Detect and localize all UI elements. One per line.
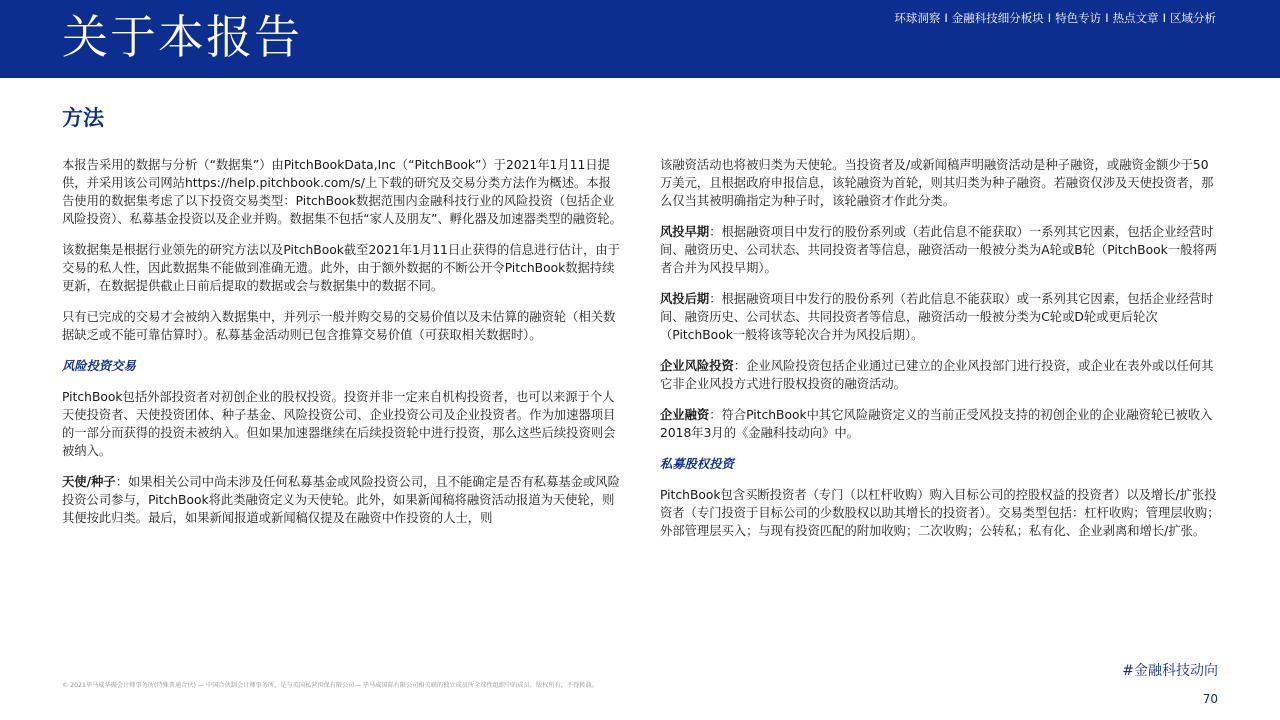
- term-label: 企业风险投资: [660, 359, 734, 373]
- nav-item-fintech-segments[interactable]: 金融科技细分板块: [951, 11, 1044, 25]
- page-number: 70: [1202, 692, 1218, 706]
- paragraph: 该融资活动也将被归类为天使轮。当投资者及/或新闻稿声明融资活动是种子融资，或融资金额少于50万美元，且根据政府申报信息，该轮融资为首轮，则其归类为种子融资。若融资仅涉及天使投资者，那么仅当其被明确指定为种子时，该轮融资才作此分类。: [660, 158, 1214, 208]
- nav-separator: I: [1162, 11, 1166, 25]
- term-label: 风投后期: [660, 292, 710, 306]
- subheading-vc-deals: 风险投资交易: [62, 359, 136, 373]
- paragraph: 只有已完成的交易才会被纳入数据集中，并列示一般并购交易的交易价值以及未估算的融资轮（相关数据缺乏或不能可靠估算时）。私募基金活动则已包含推算交易价值（可获取相关数据时）。: [62, 310, 616, 342]
- paragraph: PitchBook包含买断投资者（专门（以杠杆收购）购入目标公司的控股权益的投资者）以及增长/扩张投资者（专门投资于目标公司的少数股权以助其增长的投资者）。交易类型包括：杠杆收购；管理层收购；外部管理层买入；与现有投资匹配的附加收购；二次收购；公转私；私有化、企业剥离和增长/扩张。: [660, 488, 1220, 538]
- term-label: 企业融资: [660, 408, 710, 422]
- nav-item-interviews[interactable]: 特色专访: [1055, 11, 1102, 25]
- nav-separator: I: [1047, 11, 1052, 25]
- nav-item-hot-articles[interactable]: 热点文章: [1112, 11, 1159, 25]
- term-definition: ：企业风险投资包括企业通过已建立的企业风投部门进行投资，或企业在表外或以任何其它非企业风投方式进行股权投资的融资活动。: [660, 359, 1214, 391]
- nav-separator: I: [1105, 11, 1109, 25]
- subheading-private-equity: 私募股权投资: [660, 457, 734, 471]
- paragraph-late-stage: [660, 290, 1220, 344]
- section-title: 方法: [62, 106, 104, 130]
- term-definition: ：如果相关公司中尚未涉及任何私募基金或风险投资公司，且不能确定是否有私募基金或风险投资公司参与，PitchBook将此类融资定义为天使轮。此外，如果新闻稿将融资活动报道为天使轮，则其便按此归类。最后，如果新闻报道或新闻稿仅提及在融资中作投资的人士，则: [62, 475, 620, 525]
- paragraph: PitchBook包括外部投资者对初创企业的股权投资。投资并非一定来自机构投资者，也可以来源于个人天使投资者、天使投资团体、种子基金、风险投资公司、企业投资公司及企业投资者。作为加速器项目的一部分而获得的投资未被纳入。但如果加速器继续在后续投资轮中进行投资，那么这些后续投资则会被纳入。: [62, 390, 616, 458]
- left-column: [62, 156, 622, 540]
- hashtag: #金融科技动向: [1122, 663, 1218, 679]
- term-definition: ：根据融资项目中发行的股份系列（若此信息不能获取）或一系列其它因素，包括企业经营时间、融资历史、公司状态、共同投资者等信息，融资活动一般被分类为C轮或D轮或更后轮次（PitchBook一般将该等轮次合并为风投后期）。: [660, 292, 1214, 342]
- paragraph-early-stage: [660, 223, 1220, 277]
- term-definition: ：根据融资项目中发行的股份系列或（若此信息不能获取）一系列其它因素，包括企业经营时间、融资历史、公司状态、共同投资者等信息，融资活动一般被分类为A轮或B轮（PitchBook一般将两者合并为风投早期）。: [660, 225, 1217, 275]
- header-nav: [894, 10, 1216, 26]
- paragraph-cvc: [660, 357, 1220, 393]
- paragraph: 本报告采用的数据与分析（“数据集”）由PitchBookData,Inc（“PitchBook”）于2021年1月11日提供，并采用该公司网站https://help.pitchbook.com/s/上下载的研究及交易分类方法作为概述。本报告使用的数据集考虑了以下投资交易类型：PitchBook数据范围内金融科技行业的风险投资（包括企业风险投资）、私募基金投资以及企业并购。数据集不包括“家人及朋友”、孵化器及加速器类型的融资轮。: [62, 158, 622, 226]
- paragraph-angel-seed: [62, 473, 622, 527]
- paragraph-corporate-financing: [660, 406, 1220, 442]
- nav-separator: I: [944, 11, 948, 25]
- header-bar: [0, 0, 1280, 78]
- term-label: 风投早期: [660, 225, 710, 239]
- paragraph: 该数据集是根据行业领先的研究方法以及PitchBook截至2021年1月11日止获得的信息进行估计，由于交易的私人性，因此数据集不能做到准确无遗。此外，由于额外数据的不断公开令PitchBook数据持续更新，在数据提供截止日前后提取的数据或会与数据集中的数据不同。: [62, 243, 620, 293]
- term-definition: ：符合PitchBook中其它风险融资定义的当前正受风投支持的初创企业的企业融资轮已被收入2018年3月的《金融科技动向》中。: [660, 408, 1213, 440]
- right-column: [660, 156, 1220, 553]
- nav-item-global-insights[interactable]: 环球洞察: [894, 11, 941, 25]
- page-title: 关于本报告: [62, 10, 302, 64]
- term-label: 天使/种子: [62, 475, 116, 489]
- copyright-notice: © 2021毕马威华振会计师事务所(特殊普通合伙) — 中国合伙制会计师事务所，是与英国私营担保有限公司— 毕马威国际有限公司相关联的独立成员所全球性组织中的成员。版权所有，不得转载。: [62, 682, 598, 689]
- nav-item-regional-analysis[interactable]: 区域分析: [1170, 11, 1216, 25]
